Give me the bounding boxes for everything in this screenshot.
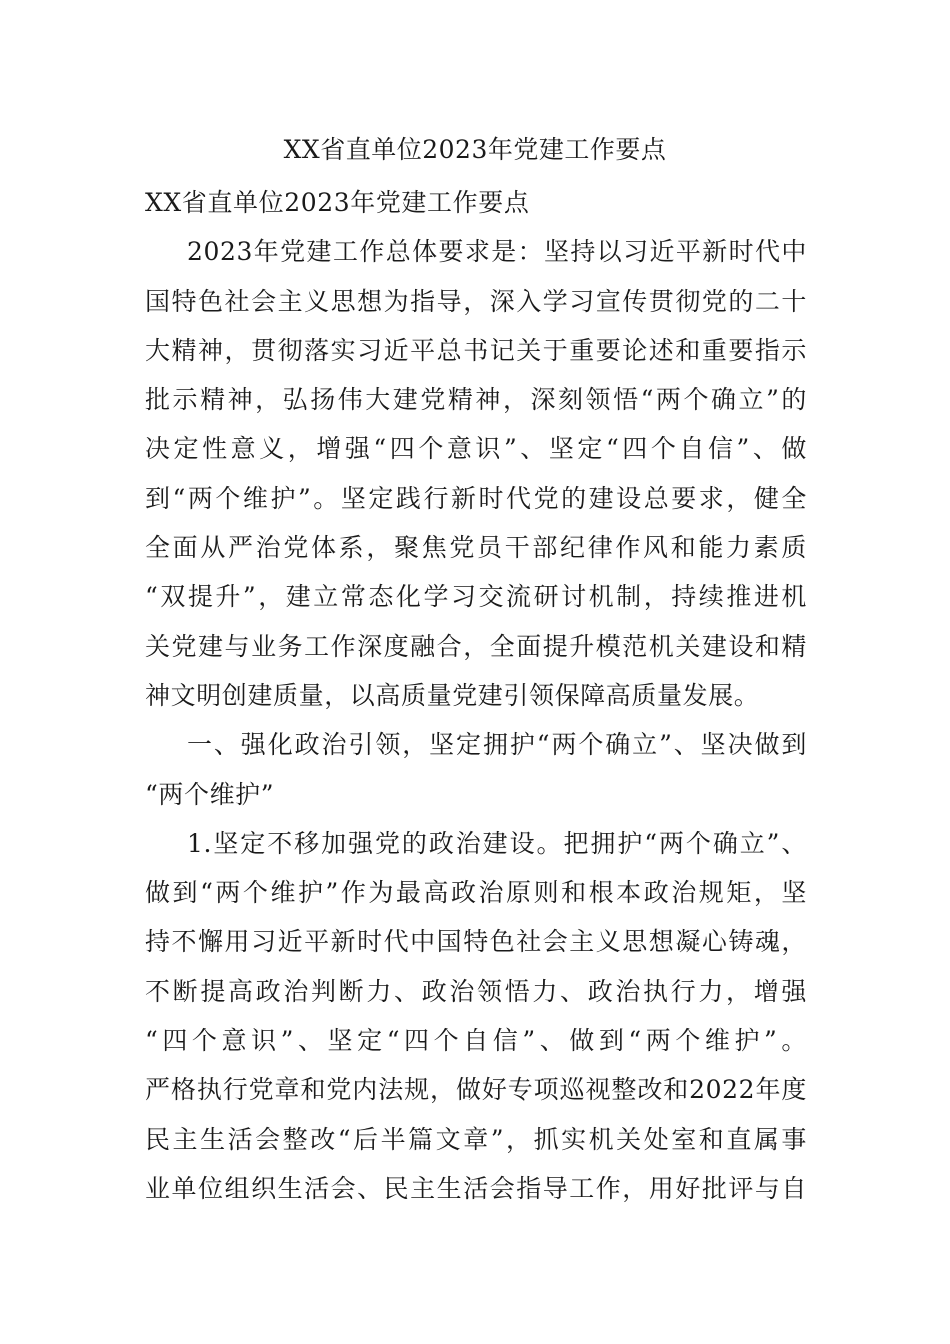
text-line: 决定性意义，增强“四个意识”、坚定“四个自信”、做 (145, 434, 807, 464)
text-line: 神文明创建质量，以高质量党建引领保障高质量发展。 (145, 680, 760, 710)
text-line: 不断提高政治判断力、政治领悟力、政治执行力，增强 (145, 976, 807, 1006)
text-line: 国特色社会主义思想为指导，深入学习宣传贯彻党的二十 (145, 286, 807, 316)
text-line: 批示精神，弘扬伟大建党精神，深刻领悟“两个确立”的 (145, 385, 807, 415)
text-line: 民主生活会整改“后半篇文章”，抓实机关处室和直属事 (145, 1124, 807, 1154)
text-line: 2023年党建工作总体要求是：坚持以习近平新时代中 (187, 237, 807, 267)
text-line: 关党建与业务工作深度融合，全面提升模范机关建设和精 (145, 631, 807, 661)
text-line: 1.坚定不移加强党的政治建设。把拥护“两个确立”、 (187, 828, 807, 858)
text-line: “两个维护” (145, 779, 275, 809)
text-line: 持不懈用习近平新时代中国特色社会主义思想凝心铸魂， (145, 927, 807, 957)
text-line: 全面从严治党体系，聚焦党员干部纪律作风和能力素质 (145, 533, 807, 563)
document-body (145, 178, 807, 1213)
text-line: XX省直单位2023年党建工作要点 (145, 188, 530, 217)
text-line: 大精神，贯彻落实习近平总书记关于重要论述和重要指示 (145, 335, 807, 365)
text-line: 业单位组织生活会、民主生活会指导工作，用好批评与自 (145, 1173, 807, 1203)
text-line: 一、强化政治引领，坚定拥护“两个确立”、坚决做到 (187, 730, 807, 760)
text-line: “双提升”，建立常态化学习交流研讨机制，持续推进机 (145, 582, 807, 612)
text-line: 到“两个维护”。坚定践行新时代党的建设总要求，健全 (145, 483, 807, 513)
text-line: 做到“两个维护”作为最高政治原则和根本政治规矩，坚 (145, 878, 807, 908)
document-title: XX省直单位2023年党建工作要点 (283, 135, 667, 164)
text-line: “四个意识”、坚定“四个自信”、做到“两个维护”。 (145, 1026, 807, 1056)
text-line: 严格执行党章和党内法规，做好专项巡视整改和2022年度 (145, 1075, 807, 1105)
